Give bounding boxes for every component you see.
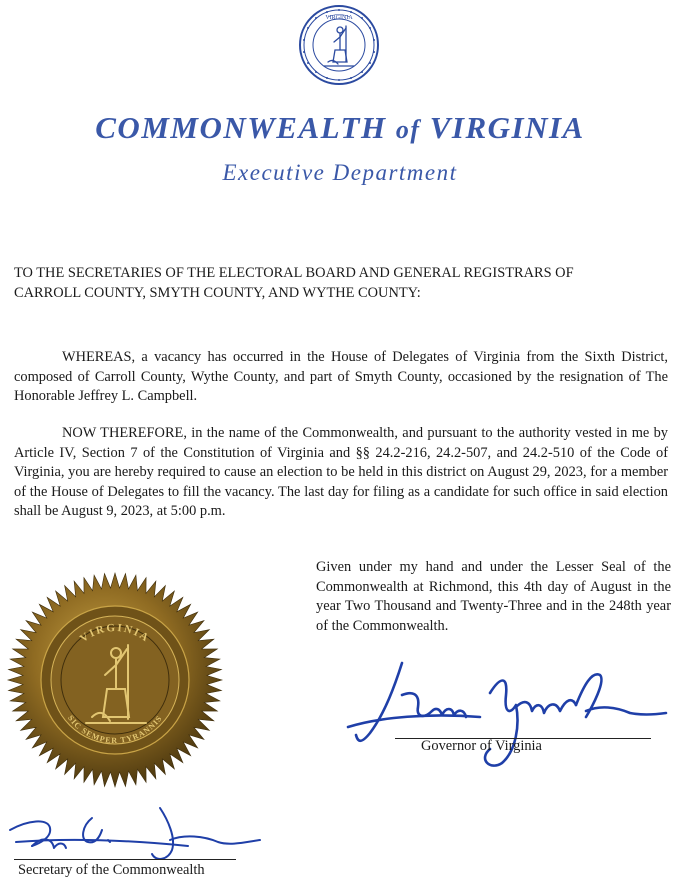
document-subtitle: Executive Department	[222, 160, 458, 185]
title-state: VIRGINIA	[429, 110, 585, 145]
therefore-text: NOW THEREFORE, in the name of the Commonwealth, and pursuant to the authority vested in me by Article IV, Section 7 of the Constitution of Virginia and §§ 24.2-216, 24.2-507, and 24.2-510 of the Code of Virginia, you are hereby required to cause an election to be held in this district on August 29, 2023, for a member of the House of Delegates to fill the vacancy. The last day for filing as a candidate for such office in said election shall be August 9, 2023, at 5:00 p.m.	[14, 425, 668, 520]
addressee-line-1: TO THE SECRETARIES OF THE ELECTORAL BOARD AND GENERAL REGISTRARS OF	[14, 265, 574, 281]
secretary-signature	[8, 806, 268, 866]
governor-title: Governor of Virginia	[421, 738, 542, 754]
secretary-title: Secretary of the Commonwealth	[18, 862, 205, 878]
given-paragraph: Given under my hand and under the Lesser Seal of the Commonwealth at Richmond, this 4th day of August in the year Two Thousand and Twenty-Three and in the 248th year of the Commonwealth.	[316, 559, 671, 634]
addressee-line-2: CARROLL COUNTY, SMYTH COUNTY, AND WYTHE COUNTY:	[14, 284, 421, 301]
secretary-signature-line	[14, 859, 236, 860]
gold-seal-bottom-text: SIC SEMPER TYRANNIS	[66, 713, 164, 746]
title-main: COMMONWEALTH	[95, 110, 387, 145]
gold-seal-top-text: VIRGINIA	[77, 621, 153, 646]
title-of: of	[395, 115, 421, 144]
addressee-block	[14, 264, 669, 303]
whereas-paragraph	[14, 348, 668, 407]
header-seal-text: VIRGINIA	[325, 15, 353, 21]
document-title	[0, 110, 680, 146]
gold-seal-icon	[6, 571, 224, 789]
whereas-text: WHEREAS, a vacancy has occurred in the House of Delegates of Virginia from the Sixth District, composed of Carroll County, Wythe County, and part of Smyth County, occasioned by the resignation of The Honorable Jeffrey L. Campbell.	[14, 349, 668, 405]
header-seal-icon	[298, 4, 380, 86]
governor-signature	[340, 655, 670, 775]
therefore-paragraph	[14, 424, 668, 522]
